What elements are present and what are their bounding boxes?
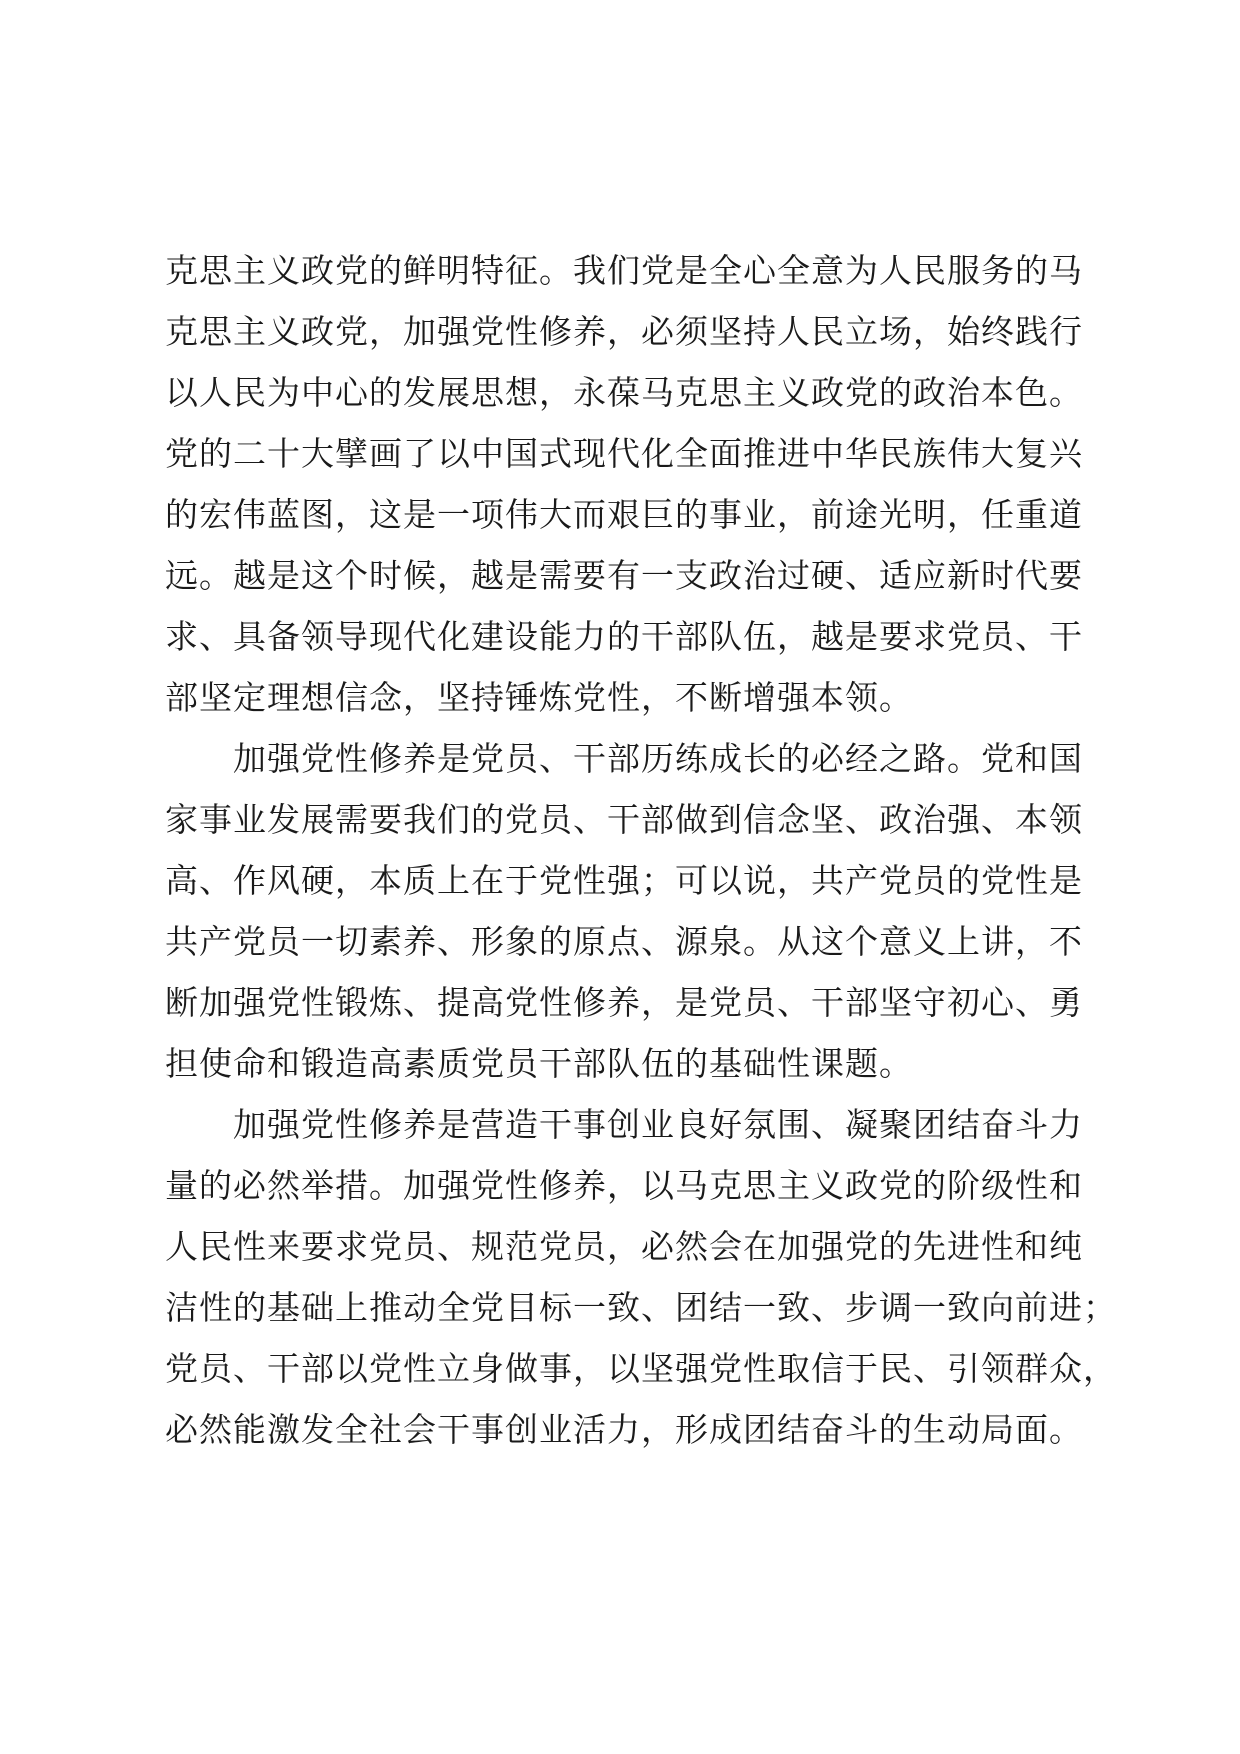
text-line: 求、具备领导现代化建设能力的干部队伍，越是要求党员、干 (165, 617, 1083, 656)
text-line: 克思主义政党，加强党性修养，必须坚持人民立场，始终践行 (165, 312, 1083, 351)
text-line: 以人民为中心的发展思想，永葆马克思主义政党的政治本色。 (165, 373, 1083, 412)
text-line: 量的必然举措。加强党性修养，以马克思主义政党的阶级性和 (165, 1166, 1083, 1205)
text-line: 共产党员一切素养、形象的原点、源泉。从这个意义上讲，不 (165, 922, 1083, 961)
paragraph-2 (165, 728, 1085, 1094)
text-line: 人民性来要求党员、规范党员，必然会在加强党的先进性和纯 (165, 1227, 1083, 1266)
text-line: 必然能激发全社会干事创业活力，形成团结奋斗的生动局面。 (165, 1410, 1083, 1449)
text-line: 担使命和锻造高素质党员干部队伍的基础性课题。 (165, 1044, 913, 1083)
text-line: 家事业发展需要我们的党员、干部做到信念坚、政治强、本领 (165, 800, 1083, 839)
text-line: 高、作风硬，本质上在于党性强；可以说，共产党员的党性是 (165, 861, 1083, 900)
text-line: 党的二十大擘画了以中国式现代化全面推进中华民族伟大复兴 (165, 434, 1083, 473)
text-line: 加强党性修养是营造干事创业良好氛围、凝聚团结奋斗力 (165, 1105, 1083, 1144)
text-line: 断加强党性锻炼、提高党性修养，是党员、干部坚守初心、勇 (165, 983, 1083, 1022)
text-line: 远。越是这个时候，越是需要有一支政治过硬、适应新时代要 (165, 556, 1083, 595)
text-line: 洁性的基础上推动全党目标一致、团结一致、步调一致向前进； (165, 1288, 1117, 1327)
paragraph-1 (165, 240, 1085, 728)
text-line: 加强党性修养是党员、干部历练成长的必经之路。党和国 (165, 739, 1083, 778)
document-body (165, 240, 1117, 1460)
text-line: 部坚定理想信念，坚持锤炼党性，不断增强本领。 (165, 678, 913, 717)
text-line: 党员、干部以党性立身做事，以坚强党性取信于民、引领群众， (165, 1349, 1117, 1388)
paragraph-3 (165, 1094, 1117, 1460)
text-line: 克思主义政党的鲜明特征。我们党是全心全意为人民服务的马 (165, 251, 1083, 290)
text-line: 的宏伟蓝图，这是一项伟大而艰巨的事业，前途光明，任重道 (165, 495, 1083, 534)
